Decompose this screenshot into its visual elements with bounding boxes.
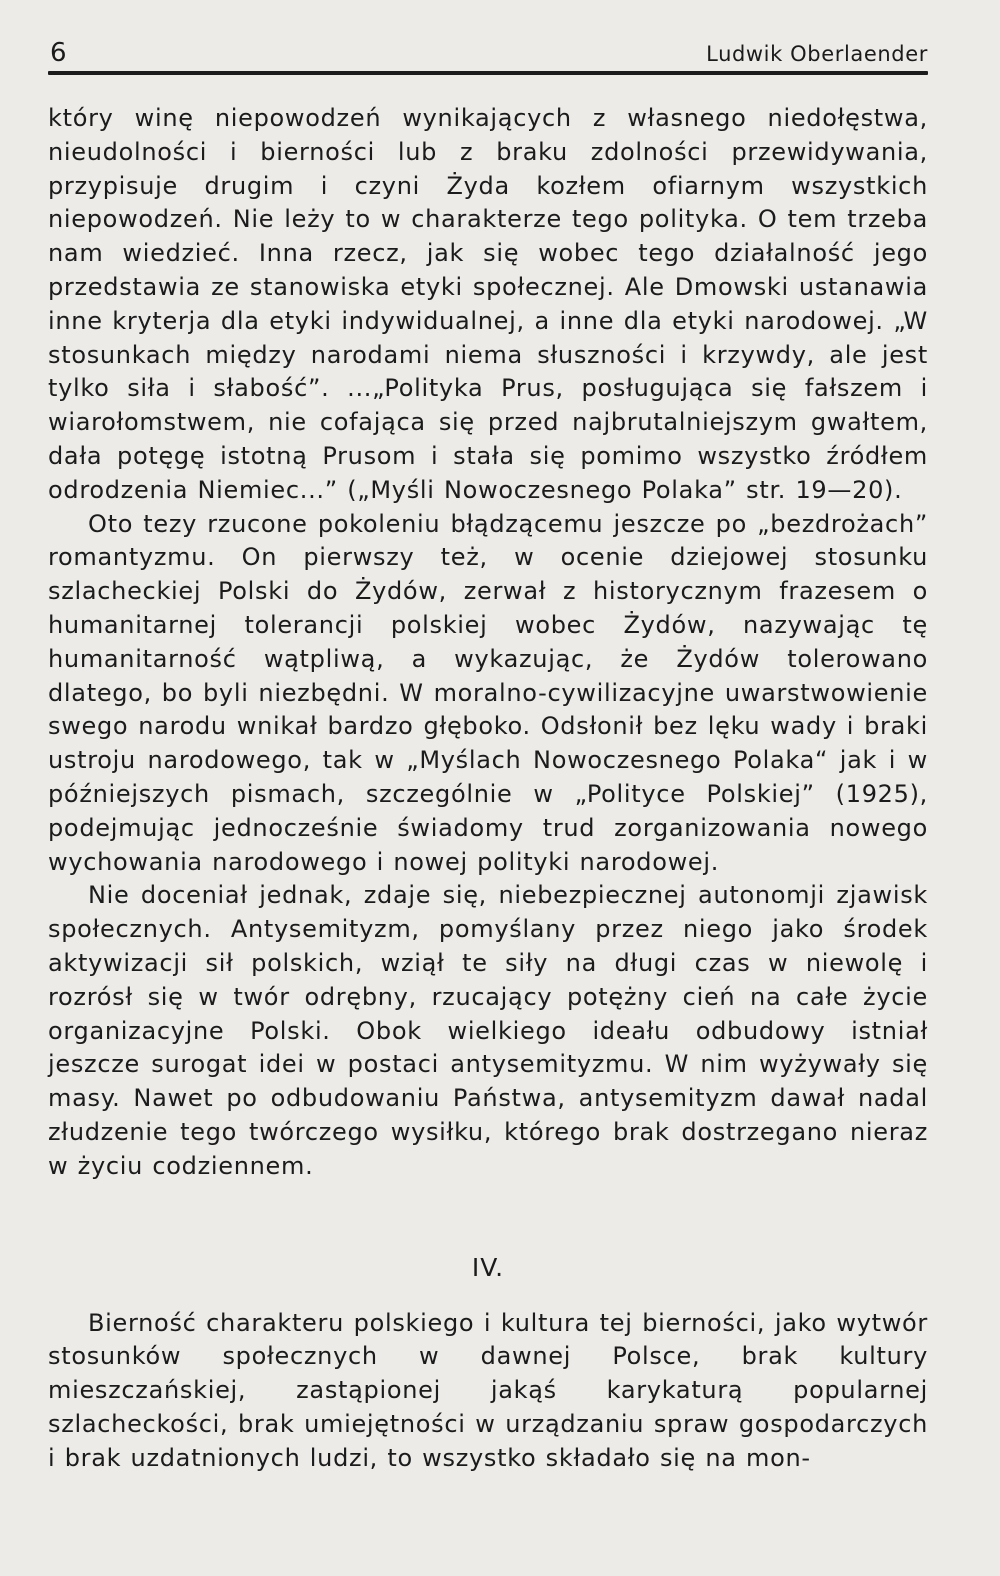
section-heading: IV. <box>471 1252 505 1282</box>
paragraph: Oto tezy rzucone pokoleniu błądzącemu jeszcze po „bezdrożach” romantyzmu. On pierwszy też, w ocenie dziejowej stosunku szlacheckiej Polski do Żydów, zerwał z historycznym frazesem o humanitarnej tolerancji polskiej wobec Żydów, nazywając tę humanitarność wątpliwą, a wykazując, że Żydów tolerowano dlatego, bo byli niezbędni. W moralno-cywilizacyjne uwarstwowienie swego narodu wnikał bardzo głęboko. Odsłonił bez lęku wady i braki ustroju narodowego, tak w „Myślach Nowoczesnego Polaka“ jak i w późniejszych pismach, szczególnie w „Polityce Polskiej” (1925), podejmując jednocześnie świadomy trud zorganizowania nowego wychowania narodowego i nowej polityki narodowej. <box>48 509 928 876</box>
body-text <box>48 102 928 1475</box>
page-number: 6 <box>50 38 67 68</box>
paragraph-continued: który winę niepowodzeń wynikających z własnego niedołęstwa, nieudolności i bierności lub z braku zdolności przewidywania, przypisuje drugim i czyni Żyda kozłem ofiarnym wszystkich niepowodzeń. Nie leży to w charakterze tego polityka. O tem trzeba nam wiedzieć. Inna rzecz, jak się wobec tego działalność jego przedstawia ze stanowiska etyki społecznej. Ale Dmowski ustanawia inne kryterja dla etyki indywidualnej, a inne dla etyki narodowej. „W stosunkach między narodami niema słuszności i krzywdy, ale jest tylko siła i słabość”. ...„Polityka Prus, posługująca się fałszem i wiarołomstwem, nie cofająca się przed najbrutalniejszym gwałtem, dała potęgę istotną Prusom i stała się pomimo wszystko źródłem odrodzenia Niemiec...” („Myśli Nowoczesnego Polaka” str. 19—20). <box>48 104 928 504</box>
running-head <box>48 38 928 68</box>
paragraph: Nie doceniał jednak, zdaje się, niebezpiecznej autonomji zjawisk społecznych. Antysemityzm, pomyślany przez niego jako środek aktywizacji sił polskich, wziął te siły na długi czas w niewolę i rozrósł się w twór odrębny, rzucający potężny cień na całe życie organizacyjne Polski. Obok wielkiego ideału odbudowy istniał jeszcze surogat idei w postaci antysemityzmu. W nim wyżywały się masy. Nawet po odbudowaniu Państwa, antysemityzm dawał nadal złudzenie tego twórczego wysiłku, którego brak dostrzegano nieraz w życiu codziennem. <box>48 881 928 1180</box>
header-rule <box>48 71 928 75</box>
paragraph: Bierność charakteru polskiego i kultura tej bierności, jako wytwór stosunków społecznych w dawnej Polsce, brak kultury mieszczańskiej, zastąpionej jakąś karykaturą popularnej szlacheckości, brak umiejętności w urządzaniu spraw gospodarczych i brak uzdatnionych ludzi, to wszystko składało się na mon- <box>48 1308 928 1472</box>
header-author: Ludwik Oberlaender <box>706 42 928 66</box>
